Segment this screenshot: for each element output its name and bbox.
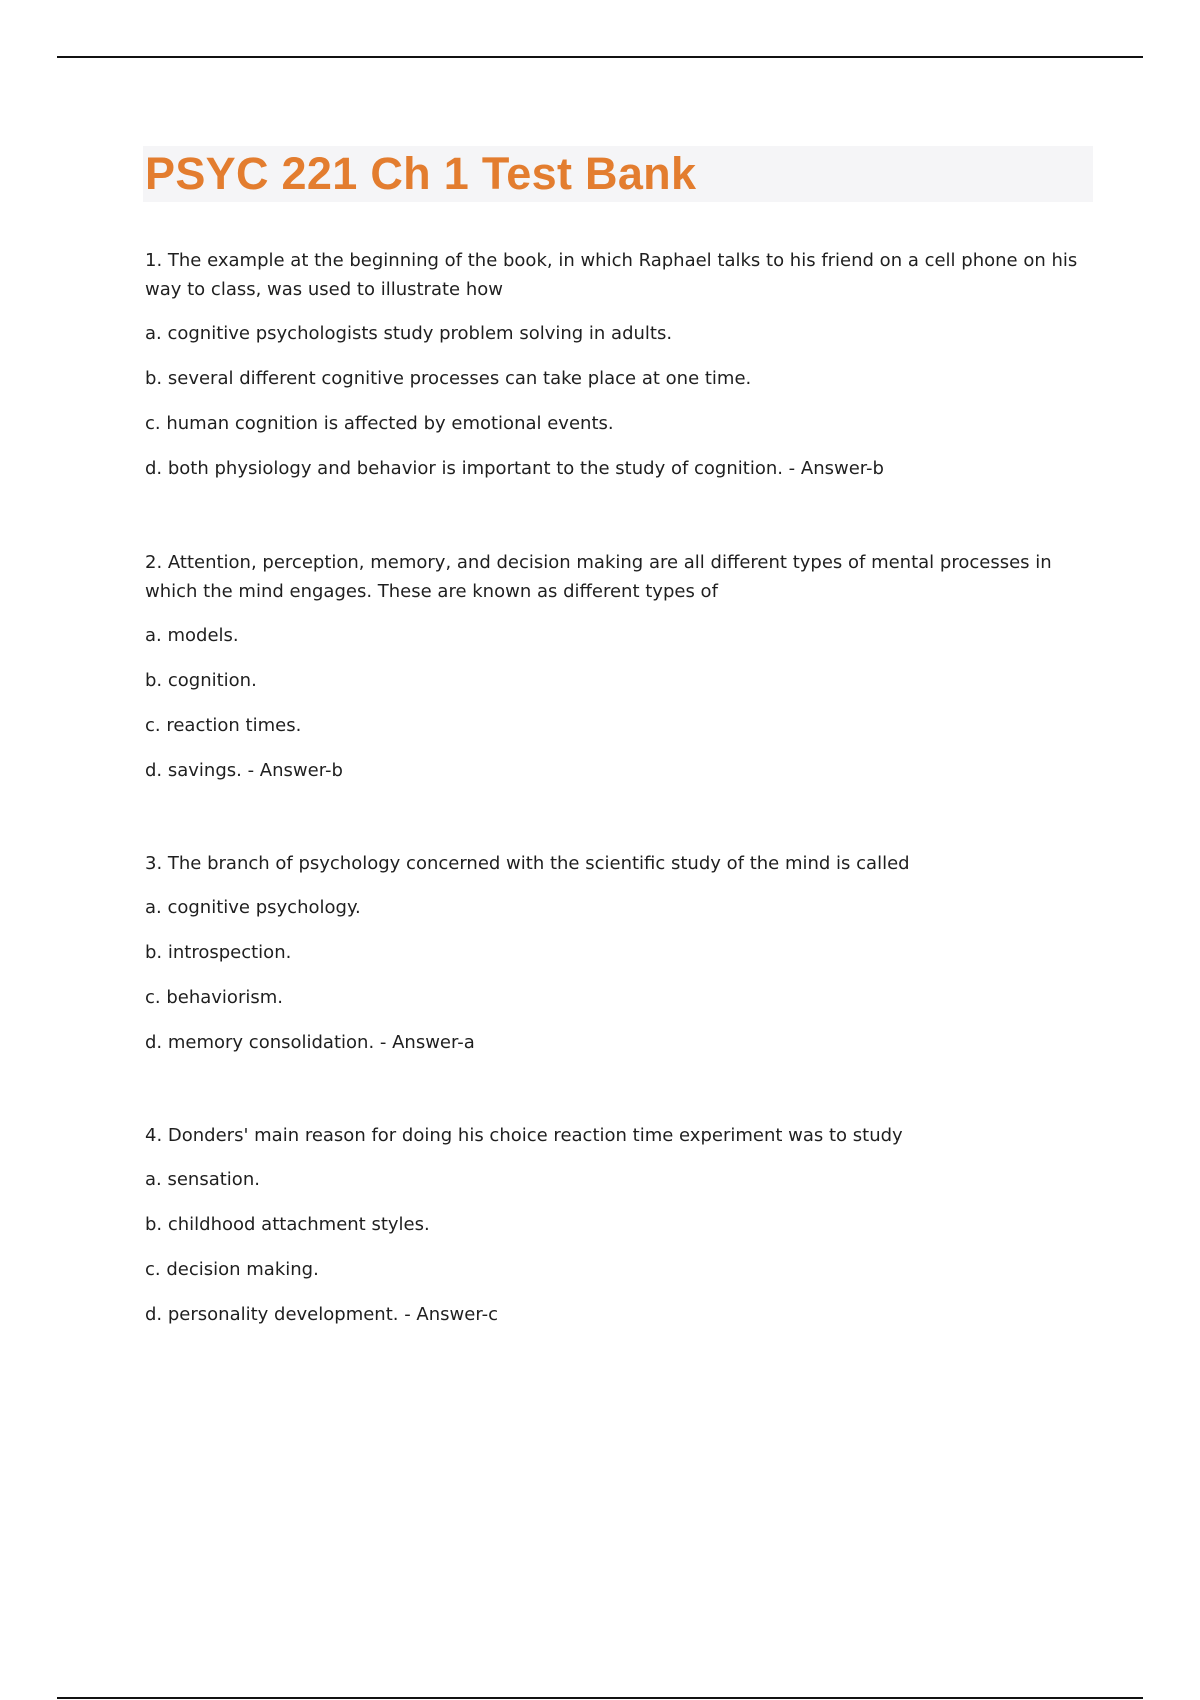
answer-option-with-answer: d. both physiology and behavior is important to the study of cognition. - Answer-b (145, 458, 884, 479)
question-block-1 (145, 246, 1085, 499)
answer-option: c. human cognition is affected by emotional events. (145, 413, 614, 434)
question-text: 4. Donders' main reason for doing his choice reaction time experiment was to study (145, 1125, 903, 1146)
answer-option: b. introspection. (145, 942, 292, 963)
question-text: 3. The branch of psychology concerned with the scientific study of the mind is called (145, 853, 910, 874)
answer-option: c. behaviorism. (145, 987, 283, 1008)
answer-option: c. decision making. (145, 1259, 319, 1280)
answer-option-with-answer: d. personality development. - Answer-c (145, 1304, 498, 1325)
answer-option: b. cognition. (145, 670, 257, 691)
answer-option: a. models. (145, 625, 239, 646)
answer-option-with-answer: d. savings. - Answer-b (145, 760, 343, 781)
answer-option: a. cognitive psychologists study problem solving in adults. (145, 323, 673, 344)
question-block-2 (145, 548, 1085, 801)
question-block-4 (145, 1121, 1085, 1345)
top-divider (57, 56, 1143, 58)
answer-option: a. cognitive psychology. (145, 897, 361, 918)
answer-option: c. reaction times. (145, 715, 302, 736)
answer-option: a. sensation. (145, 1169, 260, 1190)
answer-option-with-answer: d. memory consolidation. - Answer-a (145, 1032, 475, 1053)
question-block-3 (145, 849, 1085, 1073)
bottom-divider (57, 1697, 1143, 1699)
question-text: 1. The example at the beginning of the book, in which Raphael talks to his friend on a cell phone on his way to class, was used to illustrate how (145, 250, 1078, 300)
question-text: 2. Attention, perception, memory, and decision making are all different types of mental processes in which the mind engages. These are known as different types of (145, 552, 1052, 602)
document-title: PSYC 221 Ch 1 Test Bank (145, 148, 697, 199)
answer-option: b. several different cognitive processes can take place at one time. (145, 368, 752, 389)
answer-option: b. childhood attachment styles. (145, 1214, 430, 1235)
